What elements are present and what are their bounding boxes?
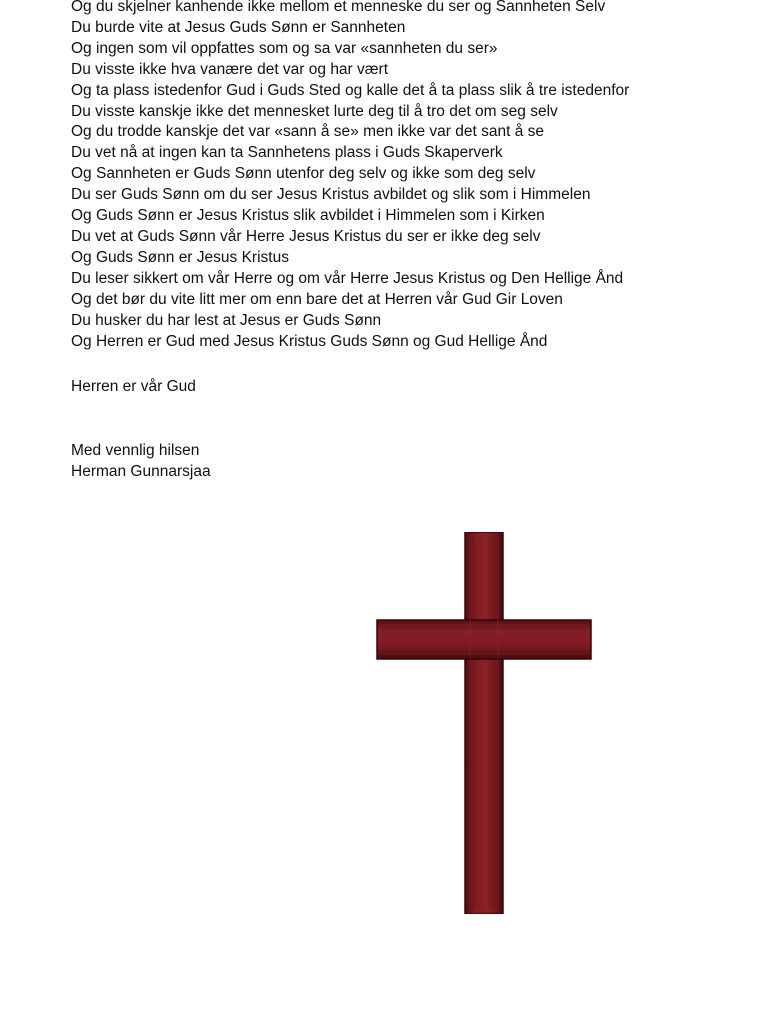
poem-text (71, 0, 761, 352)
poem-line: Og du trodde kanskje det var «sann å se» men ikke var det sant å se (71, 123, 545, 141)
cross-horizontal-beam (377, 620, 591, 659)
signature-name: Herman Gunnarsjaa (71, 463, 211, 480)
poem-line: Du visste ikke hva vanære det var og har vært (71, 60, 389, 78)
poem-line: Og ta plass istedenfor Gud i Guds Sted og kalle det å ta plass slik å tre istedenfor (71, 81, 630, 99)
poem-line: Du visste kanskje ikke det mennesket lurte deg til å tro det om seg selv (71, 102, 558, 120)
poem-line: Og Guds Sønn er Jesus Kristus slik avbildet i Himmelen som i Kirken (71, 207, 545, 225)
poem-line: Og ingen som vil oppfattes som og sa var «sannheten du ser» (71, 39, 498, 57)
greeting: Med vennlig hilsen (71, 442, 200, 459)
closing-line: Herren er vår Gud (71, 378, 196, 395)
signature-block (71, 440, 211, 482)
poem-line: Du ser Guds Sønn om du ser Jesus Kristus avbildet og slik som i Himmelen (71, 186, 591, 204)
poem-line: Du burde vite at Jesus Guds Sønn er Sannheten (71, 18, 406, 36)
poem-line: Du vet at Guds Sønn vår Herre Jesus Kristus du ser er ikke deg selv (71, 227, 541, 245)
poem-line: Og Sannheten er Guds Sønn utenfor deg selv og ikke som deg selv (71, 165, 536, 183)
poem-line: Og Herren er Gud med Jesus Kristus Guds Sønn og Gud Hellige Ånd (71, 332, 548, 350)
poem-line: Du leser sikkert om vår Herre og om vår Herre Jesus Kristus og Den Hellige Ånd (71, 269, 624, 287)
cross-vertical-beam (465, 532, 503, 914)
cross-image (376, 532, 592, 914)
poem-line: Og det bør du vite litt mer om enn bare det at Herren vår Gud Gir Loven (71, 290, 563, 308)
poem-line: Og Guds Sønn er Jesus Kristus (71, 248, 289, 266)
poem-line: Og du skjelner kanhende ikke mellom et menneske du ser og Sannheten Selv (71, 0, 606, 15)
poem-line: Du vet nå at ingen kan ta Sannhetens plass i Guds Skaperverk (71, 144, 503, 162)
poem-line: Du husker du har lest at Jesus er Guds Sønn (71, 311, 382, 329)
